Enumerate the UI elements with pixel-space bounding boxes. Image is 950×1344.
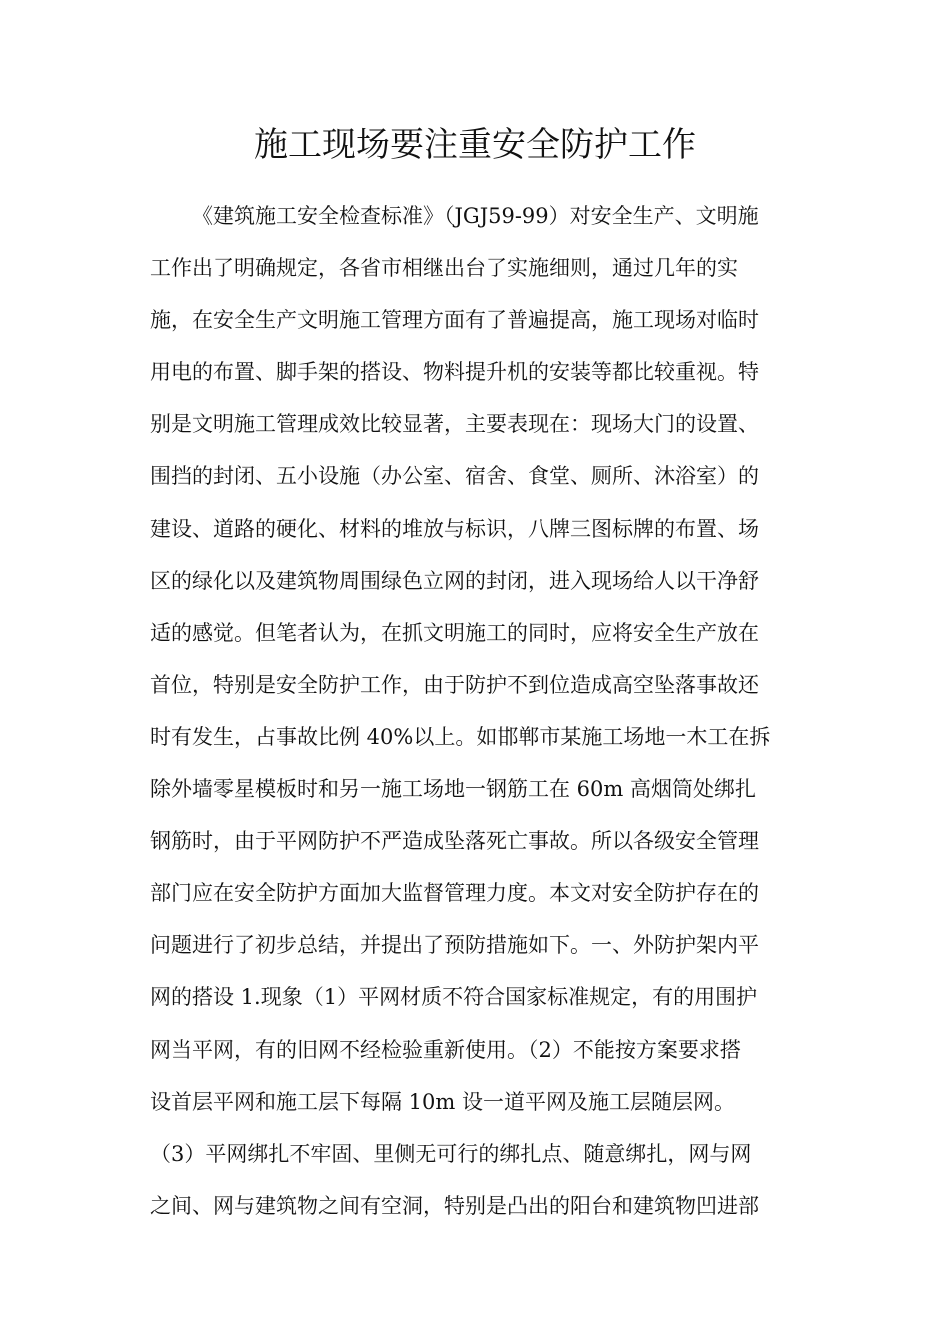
body-line: 《建筑施工安全检查标准》（JGJ59-99）对安全生产、文明施 xyxy=(192,204,759,228)
body-line: 建设、道路的硬化、材料的堆放与标识，八牌三图标牌的布置、场 xyxy=(150,516,759,541)
body-line: 用电的布置、脚手架的搭设、物料提升机的安装等都比较重视。特 xyxy=(150,360,759,385)
body-line: 施，在安全生产文明施工管理方面有了普遍提高，施工现场对临时 xyxy=(150,308,759,333)
body-line: 适的感觉。但笔者认为，在抓文明施工的同时，应将安全生产放在 xyxy=(150,620,759,645)
document-body xyxy=(150,190,800,1232)
body-line: 部门应在安全防护方面加大监督管理力度。本文对安全防护存在的 xyxy=(150,881,759,906)
body-line: 工作出了明确规定，各省市相继出台了实施细则，通过几年的实 xyxy=(150,256,738,281)
body-line: （3）平网绑扎不牢固、里侧无可行的绑扎点、随意绑扎，网与网 xyxy=(150,1141,752,1166)
body-line: 设首层平网和施工层下每隔 10m 设一道平网及施工层随层网。 xyxy=(150,1089,735,1114)
body-line: 网的搭设 1.现象（1）平网材质不符合国家标准规定，有的用围护 xyxy=(150,985,758,1010)
document-title: 施工现场要注重安全防护工作 xyxy=(254,125,696,165)
body-line: 区的绿化以及建筑物周围绿色立网的封闭，进入现场给人以干净舒 xyxy=(150,568,759,593)
body-line: 别是文明施工管理成效比较显著，主要表现在：现场大门的设置、 xyxy=(150,412,759,437)
body-line: 首位，特别是安全防护工作，由于防护不到位造成高空坠落事故还 xyxy=(150,672,759,697)
body-line: 围挡的封闭、五小设施（办公室、宿舍、食堂、厕所、沐浴室）的 xyxy=(150,464,759,489)
body-line: 之间、网与建筑物之间有空洞，特别是凸出的阳台和建筑物凹进部 xyxy=(150,1193,759,1218)
body-line: 除外墙零星模板时和另一施工场地一钢筋工在 60m 高烟筒处绑扎 xyxy=(150,777,756,802)
body-line: 时有发生，占事故比例 40%以上。如邯郸市某施工场地一木工在拆 xyxy=(150,724,771,749)
body-line: 网当平网，有的旧网不经检验重新使用。（2）不能按方案要求搭 xyxy=(150,1037,741,1062)
body-line: 问题进行了初步总结，并提出了预防措施如下。一、外防护架内平 xyxy=(150,933,759,958)
body-line: 钢筋时，由于平网防护不严造成坠落死亡事故。所以各级安全管理 xyxy=(150,829,759,854)
